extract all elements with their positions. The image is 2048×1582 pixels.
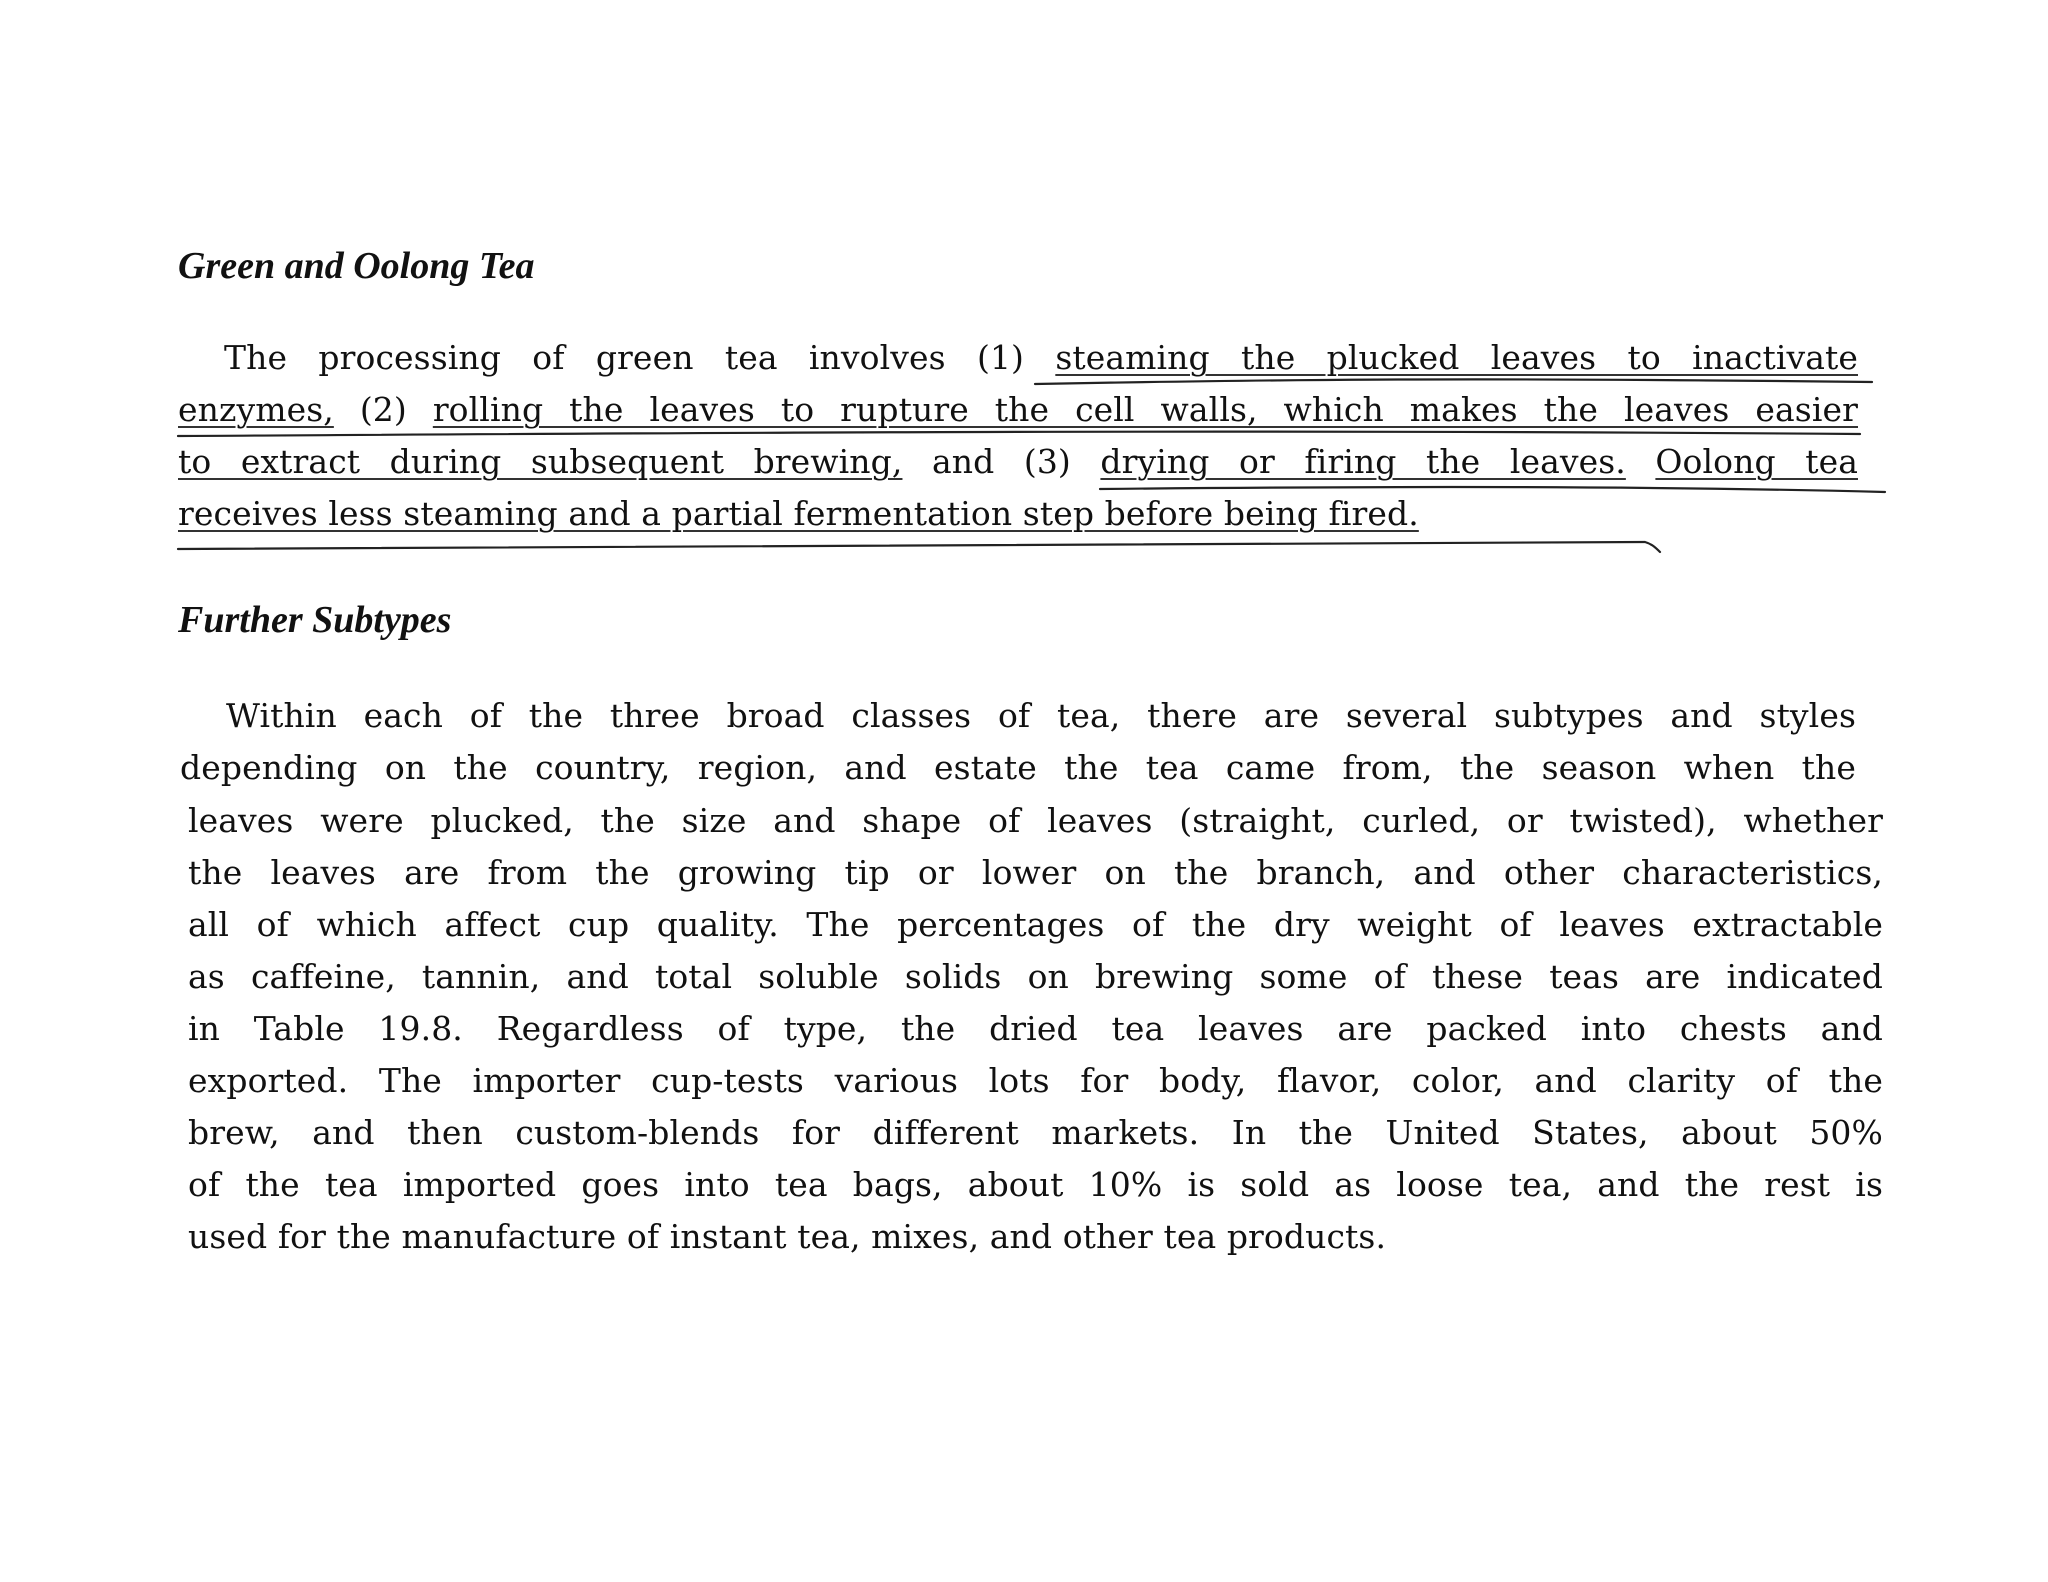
paragraph-line: as caffeine, tannin, and total soluble solids on brewing some of these teas are indicated <box>188 957 1883 996</box>
paragraph-line <box>178 338 1858 378</box>
underlined-text: rolling the leaves to rupture the cell walls, which makes the leaves easier <box>432 390 1858 429</box>
underlined-text: enzymes, <box>178 390 334 429</box>
section-heading-green-oolong-tea: Green and Oolong Tea <box>178 245 535 287</box>
underlined-text: to extract during subsequent brewing, <box>178 442 903 481</box>
paragraph-line: the leaves are from the growing tip or lower on the branch, and other characteristics, <box>188 853 1883 892</box>
paragraph-line: Within each of the three broad classes of tea, there are several subtypes and styles <box>226 696 1856 735</box>
paragraph-line: brew, and then custom-blends for different markets. In the United States, about 50% <box>188 1113 1883 1152</box>
text-span <box>1626 442 1656 481</box>
paragraph-line: exported. The importer cup-tests various lots for body, flavor, color, and clarity of the <box>188 1061 1883 1100</box>
paragraph-green-oolong-tea <box>178 338 1858 548</box>
paragraph-line <box>178 494 1419 534</box>
section-heading-further-subtypes: Further Subtypes <box>178 599 452 641</box>
paragraph-line: all of which affect cup quality. The percentages of the dry weight of leaves extractable <box>188 905 1883 944</box>
underlined-text: receives less steaming and a partial fermentation step before being fired. <box>178 494 1419 533</box>
paragraph-line: of the tea imported goes into tea bags, about 10% is sold as loose tea, and the rest is <box>188 1165 1883 1204</box>
text-span: (2) <box>333 390 433 429</box>
underlined-text: Oolong tea <box>1655 442 1858 481</box>
paragraph-line: leaves were plucked, the size and shape of leaves (straight, curled, or twisted), whether <box>188 801 1883 840</box>
paragraph-line: depending on the country, region, and estate the tea came from, the season when the <box>180 748 1856 787</box>
underlined-text: drying or firing the leaves. <box>1100 442 1626 481</box>
paragraph-line: used for the manufacture of instant tea, mixes, and other tea products. <box>188 1217 1387 1256</box>
underlined-text: steaming the plucked leaves to inactivate <box>1055 338 1858 377</box>
text-span: The processing of green tea involves (1) <box>224 338 1056 377</box>
paragraph-line: in Table 19.8. Regardless of type, the dried tea leaves are packed into chests and <box>188 1009 1883 1048</box>
paragraph-further-subtypes <box>180 696 1883 1276</box>
paragraph-line <box>178 442 1858 482</box>
text-span: and (3) <box>902 442 1101 481</box>
paragraph-line <box>178 390 1858 430</box>
